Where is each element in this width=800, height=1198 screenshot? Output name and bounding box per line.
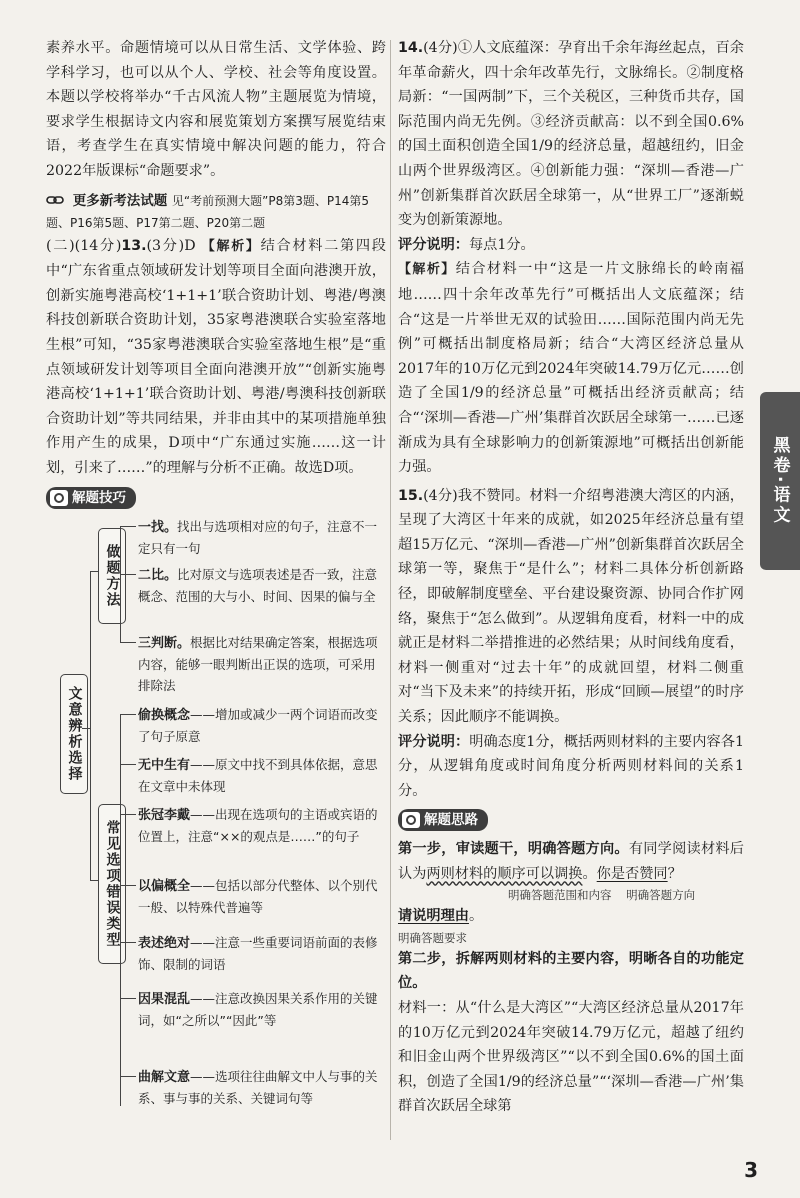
step1: [398, 837, 744, 886]
error-item-3: [138, 804, 384, 847]
error-key: 张冠李戴: [138, 808, 191, 824]
mind-map: [46, 514, 386, 1120]
step1-a: 有同学阅读材料后认为: [398, 841, 744, 882]
q14-evaluation: [398, 233, 744, 258]
connector: [120, 714, 121, 1106]
q15-score: (4分): [423, 487, 458, 504]
q15-eval-text: 明确态度1分，概括两则材料的主要内容各1分，从逻辑角度或时间角度分析两则材料间的关系1分。: [398, 733, 744, 799]
connector: [120, 714, 136, 715]
mindmap-group-methods: 做题方法: [98, 528, 126, 624]
left-column: [46, 36, 386, 1120]
step1-c: 。: [582, 865, 597, 882]
mindmap-root: 文意辨析选择: [60, 674, 88, 794]
q15-text: 我不赞同。材料一介绍粤港澳大湾区的内涵，呈现了大湾区十年来的成就，如2025年经济总量有望超15万亿元、“深圳—香港—广州”创新集群首次跃居全球第一等，聚焦于“是什么”；材料二具体分析创新路径，即破解制度壁垒、平台建设聚资源、协同合作扩网络，聚焦于“怎么做到”。从逻辑角度看，材料一中的成就正是材料二举措推进的必然结果；从时间线角度看，材料一侧重对“过去十年”的成就回望，材料二侧重对“当下及未来”的持续开拓，形成“回顾—展望”的时序关系；因此顺序不能调换。: [398, 487, 744, 726]
method-key: 一找。: [138, 520, 178, 536]
error-key: 偷换概念: [138, 708, 191, 724]
error-text: ——注意改换因果关系作用的关键词，如“之所以”“因此”等: [138, 991, 378, 1029]
q15-answer: [398, 484, 744, 730]
step2: [398, 947, 744, 996]
error-item-7: [138, 1066, 384, 1109]
step1-title: 第一步，审读题干，明确答题方向。: [398, 841, 629, 857]
error-text: ——原文中找不到具体依据，意思在文章中未体现: [138, 757, 378, 795]
error-item-6: [138, 988, 384, 1031]
q14-text: ①人文底蕴深：孕育出千余年海丝起点，百余年革命薪火，四十余年改革先行，文脉绵长。②制度格局新：“一国两制”下，三个关税区，三种货币共存，国际范围内尚无先例。③经济贡献高：以不到全国0.6%的国土面积创造全国1/9的经济总量，超越纽约，旧金山两个世界级湾区。④创新能力强：“深圳—香港—广州”创新集群首次跃居全球第一，从“世界工厂”逐渐蜕变为创新策源地。: [398, 40, 744, 229]
link-icon: [46, 193, 64, 207]
paragraph-intro: 素养水平。命题情境可以从日常生活、文学体验、跨学科学习，也可以从个人、学校、社会等角度设置。本题以学校将举办“千古风流人物”主题展览为情境，要求学生根据诗文内容和展览策划方案撰写展览结束语，考查学生在真实情境中解决问题的能力，符合2022年版课标“命题要求”。: [46, 40, 386, 179]
q14-eval-text: 每点1分。: [468, 236, 535, 253]
error-key: 无中生有: [138, 758, 191, 774]
q14-score: (4分): [423, 40, 458, 56]
q13-score: (3分)D: [146, 237, 196, 254]
step1-notes: [398, 886, 744, 904]
connector: [82, 728, 90, 729]
step1-e: ？: [667, 865, 682, 882]
mindmap-group-errors: 常见选项错误类型: [98, 804, 126, 964]
error-key: 曲解文意: [138, 1070, 191, 1086]
clipboard-icon: [402, 812, 420, 828]
error-text: ——包括以部分代整体、以个别代一般、以特殊代普遍等: [138, 878, 378, 916]
connector: [120, 526, 136, 527]
step1-g: 。: [468, 908, 484, 925]
step1-note-requirement: 明确答题要求: [398, 930, 467, 945]
connector: [120, 998, 136, 999]
method-item-1: [138, 516, 384, 559]
page-number: 3: [744, 1158, 758, 1182]
q15-evaluation: [398, 730, 744, 804]
q14-number: 14.: [398, 40, 424, 56]
method-key: 二比。: [138, 568, 178, 584]
q14-analysis-text: 结合材料一中“这是一片文脉绵长的岭南福地……四十余年改革先行”可概括出人文底蕴深；结合“这是一片举世无双的试验田……国际范围内尚无先例”可概括出制度格局新；结合“大湾区经济总量从2017年的10万亿元到2024年突破14.79万亿元……创造了全国1/9的经济总量”可概括出经济贡献高；结合“‘深圳—香港—广州’集群首次跃居全球第一……已逐渐成为具有全球影响力的创新策源地”可概括出创新能力强。: [398, 261, 744, 476]
error-text: ——注意一些重要词语前面的表修饰、限制的词语: [138, 935, 378, 973]
method-text: 找出与选项相对应的句子，注意不一定只有一句: [138, 519, 378, 557]
connector: [90, 571, 98, 572]
q15-eval-label: 评分说明：: [398, 733, 470, 750]
connector: [90, 880, 98, 881]
more-questions-line: [46, 190, 386, 234]
column-divider: [390, 40, 391, 1140]
q14-eval-label: 评分说明：: [398, 236, 469, 253]
tips-title: 解题技巧: [72, 489, 126, 506]
connector: [120, 1076, 136, 1077]
method-item-2: [138, 564, 384, 607]
tips-banner: [46, 487, 136, 509]
connector: [120, 942, 136, 943]
error-item-5: [138, 932, 384, 975]
error-key: 表述绝对: [138, 936, 191, 952]
q13-analysis: 结合材料二第四段中“广东省重点领域研发计划等项目全面向港澳开放，创新实施粤港高校‘1+1+1’联合资助计划、粤港/粤澳科技创新联合资助计划，35家粤港澳联合实验室落地生根”可知，“35家粤港澳联合实验室落地生根”是“重点领域研发计划等项目全面向港澳开放”“创新实施粤港高校‘1+1+1’联合资助计划、粤港/粤澳科技创新联合资助计划”等共同结果，并非由其中的某项措施单独作用产生的成果，D项中“广东通过实施……这一计划，引来了……”的理解与分析不正确。故选D项。: [46, 237, 386, 476]
connector: [120, 642, 136, 643]
connector: [120, 814, 136, 815]
more-questions-ref: 见“考前预测大题”P8第3题、P14第5题、P16第5题、P17第二题、P20第二题: [46, 193, 369, 230]
more-questions-title: 更多新考法试题: [72, 192, 168, 209]
connector: [120, 764, 136, 765]
error-item-1: [138, 704, 384, 747]
error-item-2: [138, 754, 384, 797]
connector: [120, 885, 136, 886]
method-text: 比对原文与选项表述是否一致，注意概念、范围的大与小、时间、因果的偏与全: [138, 567, 378, 605]
q13-analysis-tag: 【解析】: [201, 238, 261, 254]
step1-requirement: [398, 904, 744, 929]
q13-prefix: (二)(14分): [46, 237, 122, 254]
q15-number: 15.: [398, 487, 424, 504]
magnifier-icon: [50, 490, 68, 506]
error-key: 因果混乱: [138, 992, 191, 1008]
connector: [120, 526, 121, 642]
connector: [90, 571, 91, 881]
step1-b: 两则材料的顺序可以调换: [426, 865, 583, 882]
side-tab: 黑卷·语文: [760, 392, 800, 570]
step2-text: 材料一：从“什么是大湾区”“大湾区经济总量从2017年的10万亿元到2024年突破14.79万亿元，超越了纽约和旧金山两个世界级湾区”“以不到全国0.6%的国土面积，创造了全国1/9的经济总量”“‘深圳—香港—广州’集群首次跃居全球第: [398, 999, 744, 1115]
step1-d: 你是否赞同: [596, 865, 668, 882]
note-scope: 明确答题范围和内容: [508, 888, 612, 903]
error-text: ——增加或减少一两个词语而改变了句子原意: [138, 707, 378, 745]
q14-answer: [398, 36, 744, 233]
connector: [120, 574, 136, 575]
error-item-4: [138, 875, 384, 918]
note-direction: 明确答题方向: [626, 888, 696, 903]
path-title: 解题思路: [424, 812, 478, 829]
right-column: [398, 36, 744, 1119]
error-key: 以偏概全: [138, 879, 191, 895]
step1-f: 请说明理由: [398, 908, 469, 925]
q14-analysis: [398, 257, 744, 479]
method-text: 根据比对结果确定答案，根据选项内容，能够一眼判断出正误的选项，可采用排除法: [138, 635, 378, 694]
q13-number: 13.: [121, 237, 147, 254]
q14-analysis-tag: 【解析】: [398, 262, 456, 278]
method-key: 三判断。: [138, 636, 191, 652]
path-banner: [398, 809, 488, 831]
q13-answer: [46, 234, 386, 481]
step2-title: 第二步，拆解两则材料的主要内容，明晰各自的功能定位。: [398, 950, 744, 992]
method-item-3: [138, 632, 384, 696]
error-text: ——选项往往曲解文中人与事的关系、事与事的关系、关键词句等: [138, 1069, 378, 1107]
error-text: ——出现在选项句的主语或宾语的位置上，注意“××的观点是……”的句子: [138, 807, 378, 845]
